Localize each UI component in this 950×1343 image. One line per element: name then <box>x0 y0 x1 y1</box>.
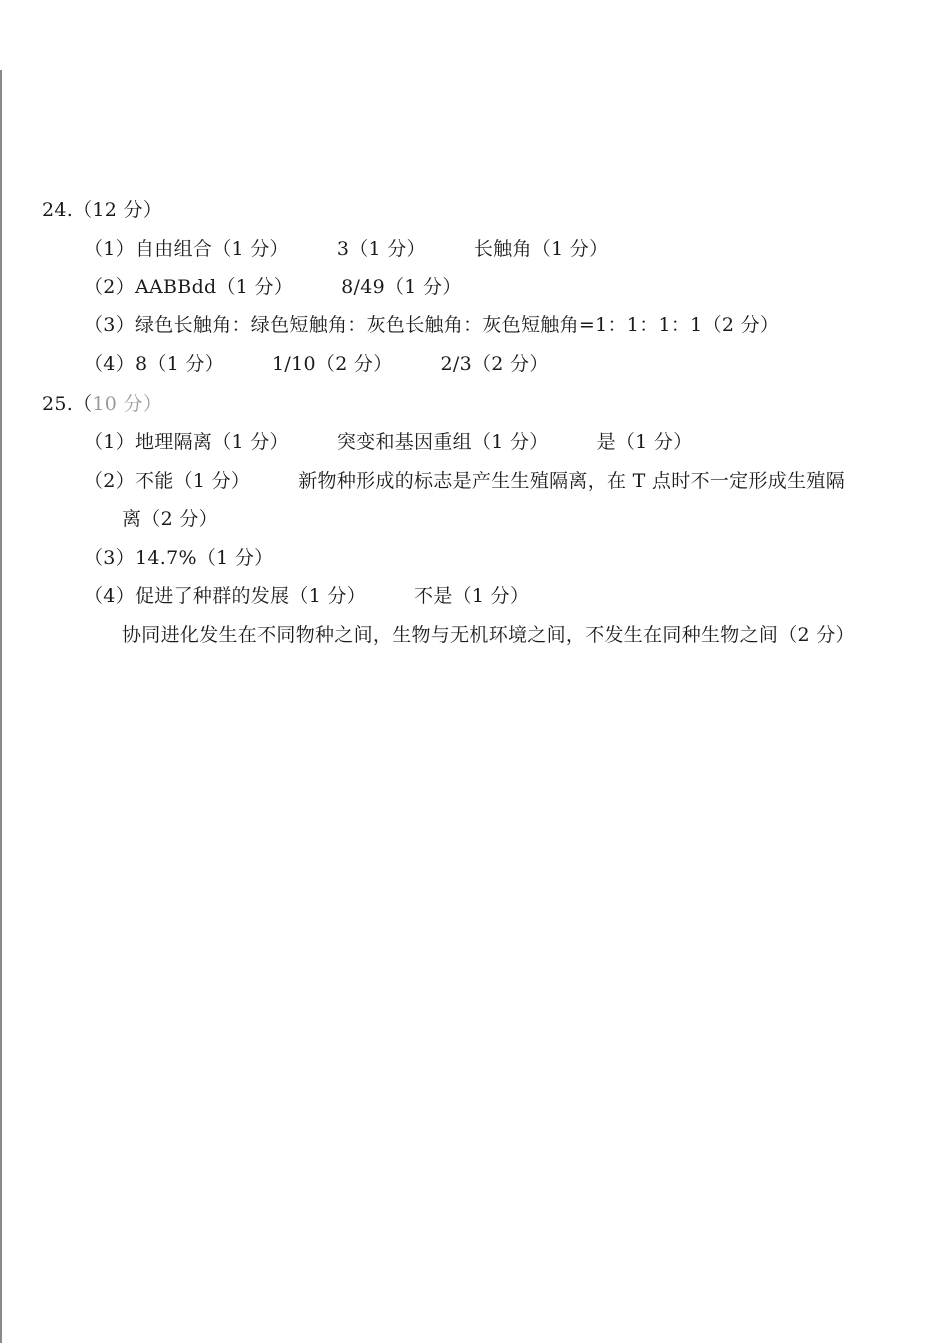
q24-part4-label: （4） <box>84 353 135 375</box>
q25-part4-answer-a: 促进了种群的发展（1 分） <box>135 585 367 607</box>
q24-title: 24.（12 分） <box>42 199 163 221</box>
q25-part1 <box>84 429 693 455</box>
page-scan-edge <box>0 70 2 1343</box>
q25-part1-answer-b: 突变和基因重组（1 分） <box>336 431 549 453</box>
q25-title <box>42 391 162 417</box>
q24-part3-label: （3） <box>84 314 135 336</box>
q25-part3 <box>84 545 274 571</box>
q24-part2-answer-a: AABBdd（1 分） <box>135 276 294 298</box>
q25-part1-answer-a: 地理隔离（1 分） <box>135 431 289 453</box>
q24-part2 <box>84 274 462 300</box>
q24-part4 <box>84 351 549 377</box>
q25-part2 <box>84 468 845 494</box>
q25-part4-label: （4） <box>84 585 135 607</box>
q25-part3-label: （3） <box>84 547 135 569</box>
q24-part4-answer-a: 8（1 分） <box>135 353 225 375</box>
q24-part3-answer-a: 绿色长触角：绿色短触角：灰色长触角：灰色短触角=1：1：1：1（2 分） <box>135 314 780 336</box>
q24-part1-answer-b: 3（1 分） <box>336 238 426 260</box>
q25-part2-label: （2） <box>84 470 135 492</box>
q25-part1-label: （1） <box>84 431 135 453</box>
q24-part2-answer-b: 8/49（1 分） <box>341 276 462 298</box>
q25-part2-answer-a: 不能（1 分） <box>135 470 251 492</box>
q24-part1 <box>84 236 608 262</box>
q25-part2-answer-b: 新物种形成的标志是产生生殖隔离，在 T 点时不一定形成生殖隔 <box>298 470 845 492</box>
q25-part4-answer-b: 不是（1 分） <box>414 585 530 607</box>
q25-part2-continuation: 离（2 分） <box>122 508 218 530</box>
q24-part1-answer-a: 自由组合（1 分） <box>135 238 289 260</box>
q25-part3-answer-a: 14.7%（1 分） <box>135 547 274 569</box>
q25-title-smudge: 10 分） <box>92 393 163 415</box>
q25-part4-continuation: 协同进化发生在不同物种之间，生物与无机环境之间，不发生在同种生物之间（2 分） <box>122 624 855 646</box>
q24-part4-answer-b: 1/10（2 分） <box>272 353 393 375</box>
q24-part4-answer-c: 2/3（2 分） <box>440 353 549 375</box>
q24-part2-label: （2） <box>84 276 135 298</box>
q25-part4 <box>84 583 529 609</box>
q24-part1-label: （1） <box>84 238 135 260</box>
q25-part1-answer-c: 是（1 分） <box>596 431 693 453</box>
q25-title-text: 25.（ <box>42 393 93 415</box>
q24-part1-answer-c: 长触角（1 分） <box>473 238 609 260</box>
q24-part3 <box>84 312 779 338</box>
